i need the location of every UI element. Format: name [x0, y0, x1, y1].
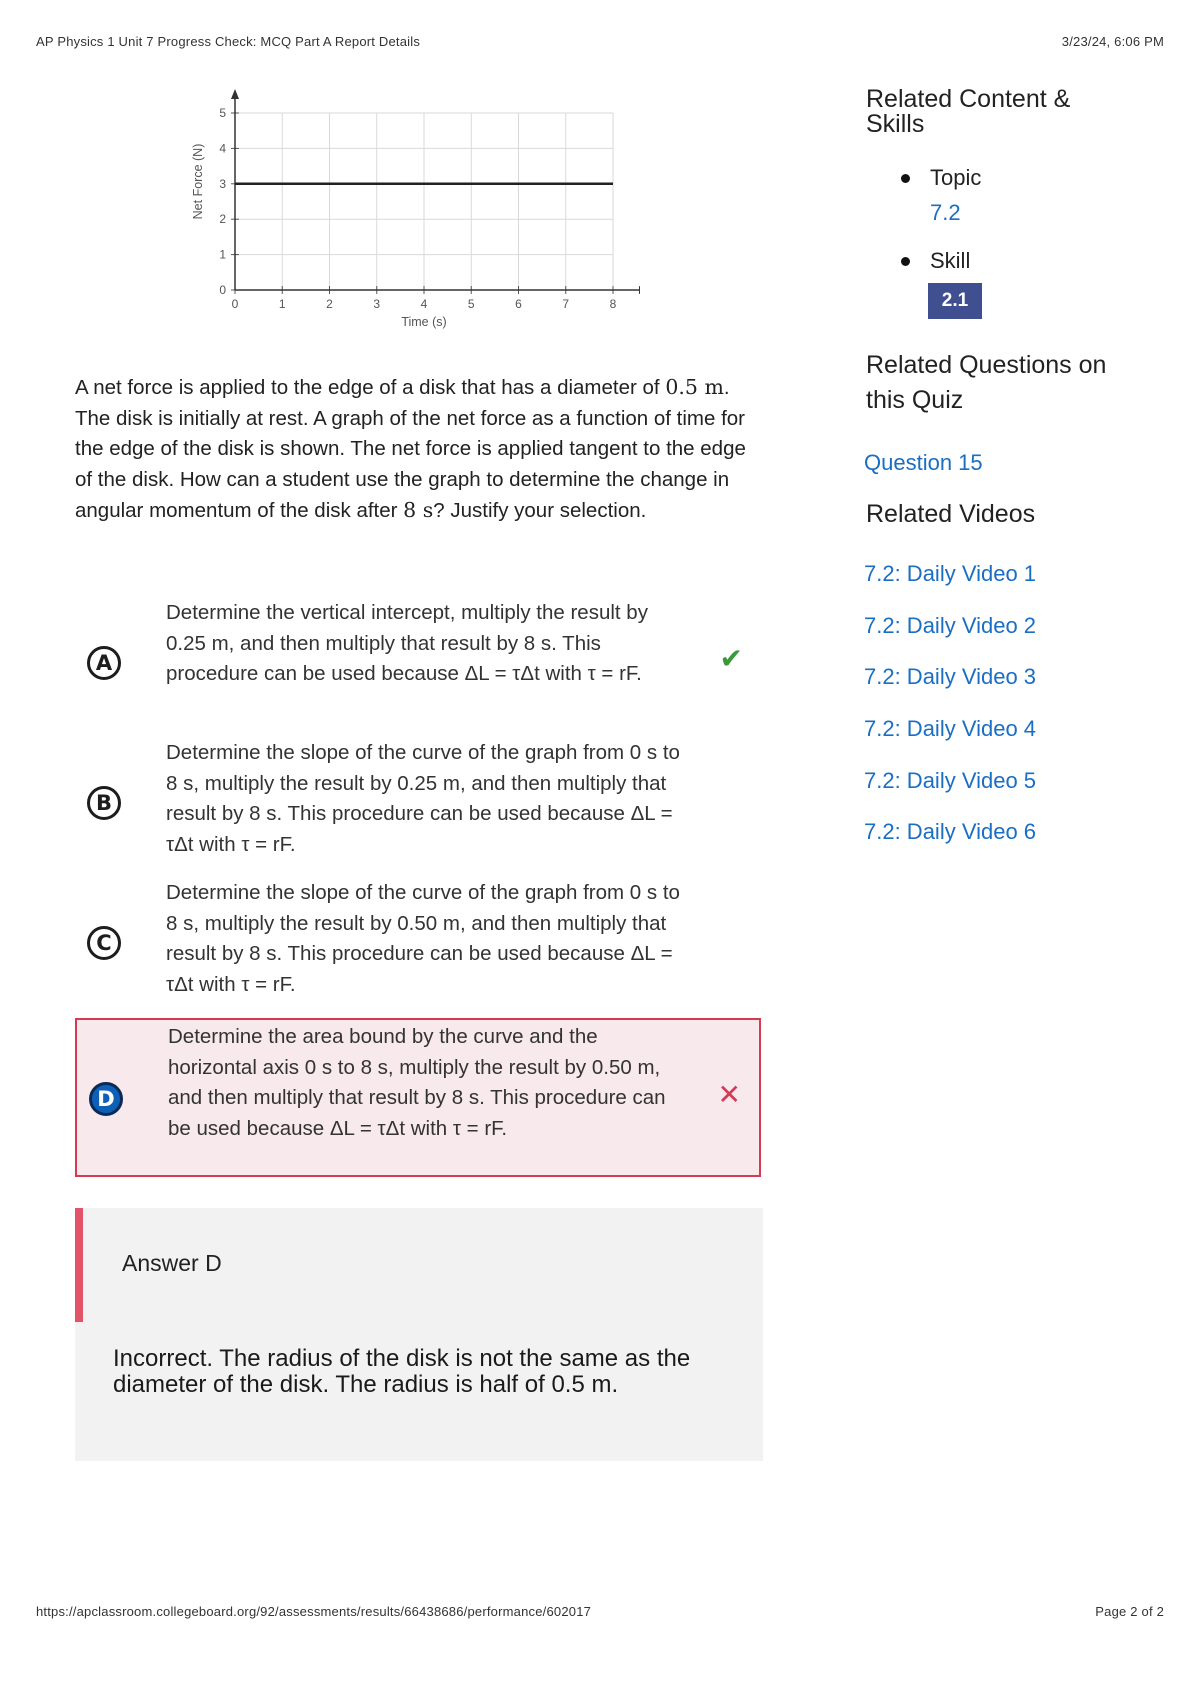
- incorrect-x-icon: ✕: [717, 1079, 741, 1110]
- page-footer-page: Page 2 of 2: [1095, 1604, 1164, 1619]
- y-tick-label: 1: [219, 247, 226, 262]
- x-tick-label: 2: [326, 297, 333, 311]
- topic-label: Topic: [930, 165, 982, 190]
- question-text-part2: . The disk is initially at rest. A graph of the net force as a function of time for the edge of the disk is shown. The net force is applied tangent to the edge of the disk. How can a student use the graph to determine the change in angular momentum of the disk after: [75, 376, 746, 522]
- choice-c-text: Determine the slope of the curve of the graph from 0 s to 8 s, multiply the result by 0.50 m, and then multiply that result by 8 s. This procedure can be used because ΔL = τΔt with τ = rF.: [166, 881, 680, 996]
- feedback-explanation: Incorrect. The radius of the disk is not the same as the diameter of the disk. The radius is half of 0.5 m.: [113, 1345, 691, 1398]
- x-tick-label: 1: [278, 297, 286, 311]
- y-tick-label: 4: [219, 141, 226, 156]
- y-axis-arrow: [231, 89, 239, 99]
- bullet-icon: [901, 174, 910, 183]
- x-axis-label: Time (s): [401, 315, 447, 329]
- topic-link[interactable]: 7.2: [930, 200, 961, 225]
- choice-d-selected[interactable]: [75, 1018, 761, 1177]
- question-time-value: 8 s: [403, 498, 434, 522]
- skill-badge[interactable]: 2.1: [928, 283, 982, 319]
- video-link-3[interactable]: 7.2: Daily Video 3: [864, 664, 1037, 689]
- page-footer-url: https://apclassroom.collegeboard.org/92/assessments/results/66438686/performance/602017: [36, 1604, 592, 1619]
- x-tick-label: 8: [609, 297, 617, 311]
- related-questions-heading: Related Questions on this Quiz: [866, 351, 1107, 414]
- page-header-title: AP Physics 1 Unit 7 Progress Check: MCQ Part A Report Details: [36, 34, 421, 49]
- y-axis-label: Net Force (N): [191, 143, 205, 220]
- x-axis-arrow: [639, 286, 640, 294]
- question-diameter-value: 0.5 m: [665, 375, 724, 399]
- choice-letter-b: B: [87, 786, 121, 820]
- choice-c[interactable]: [75, 878, 761, 1004]
- x-tick-label: 3: [373, 297, 381, 311]
- video-link-4[interactable]: 7.2: Daily Video 4: [864, 716, 1037, 741]
- choice-b[interactable]: [75, 738, 761, 864]
- choice-a[interactable]: [75, 598, 761, 724]
- y-tick-label: 5: [219, 106, 226, 120]
- correct-check-icon: ✔: [719, 643, 743, 674]
- page-header-datetime: 3/23/24, 6:06 PM: [1061, 34, 1164, 49]
- y-tick-label: 2: [219, 212, 226, 227]
- question-text-part3: ? Justify your selection.: [433, 499, 647, 522]
- video-link-6[interactable]: 7.2: Daily Video 6: [864, 819, 1037, 844]
- choice-letter-c: C: [87, 926, 121, 960]
- x-tick-label: 5: [467, 297, 475, 311]
- choice-letter-d: D: [89, 1082, 123, 1116]
- x-tick-label: 6: [515, 297, 522, 311]
- y-tick-label: 3: [219, 176, 226, 191]
- choice-b-text: Determine the slope of the curve of the graph from 0 s to 8 s, multiply the result by 0.25 m, and then multiply that result by 8 s. This procedure can be used because ΔL = τΔt with τ = rF.: [166, 741, 680, 856]
- feedback-accent-bar: [75, 1208, 83, 1322]
- related-content-heading: Related Content & Skills: [866, 85, 1071, 138]
- x-tick-label: 0: [231, 297, 239, 311]
- choice-letter-a: A: [87, 646, 121, 680]
- x-tick-label: 4: [420, 297, 428, 311]
- y-tick-label: 0: [219, 283, 226, 297]
- video-link-5[interactable]: 7.2: Daily Video 5: [864, 768, 1037, 793]
- choice-d-text: Determine the area bound by the curve and the horizontal axis 0 s to 8 s, multiply the result by 0.50 m, and then multiply that result by 8 s. This procedure can be used because ΔL = τΔt with τ = rF.: [168, 1025, 666, 1140]
- skill-label: Skill: [930, 248, 971, 273]
- net-force-time-graph: [180, 85, 640, 335]
- question-text-part1: A net force is applied to the edge of a disk that has a diameter of: [75, 376, 666, 399]
- question-text: [75, 372, 755, 527]
- video-link-2[interactable]: 7.2: Daily Video 2: [864, 613, 1037, 638]
- choice-a-text: Determine the vertical intercept, multiply the result by 0.25 m, and then multiply that result by 8 s. This procedure can be used because ΔL = τΔt with τ = rF.: [166, 601, 648, 685]
- answer-feedback-panel: [75, 1208, 763, 1461]
- bullet-icon: [901, 257, 910, 266]
- x-tick-label: 7: [562, 297, 570, 311]
- feedback-title: Answer D: [122, 1250, 222, 1276]
- video-link-1[interactable]: 7.2: Daily Video 1: [864, 561, 1037, 586]
- question-15-link[interactable]: Question 15: [864, 450, 983, 475]
- related-videos-heading: Related Videos: [866, 500, 1036, 528]
